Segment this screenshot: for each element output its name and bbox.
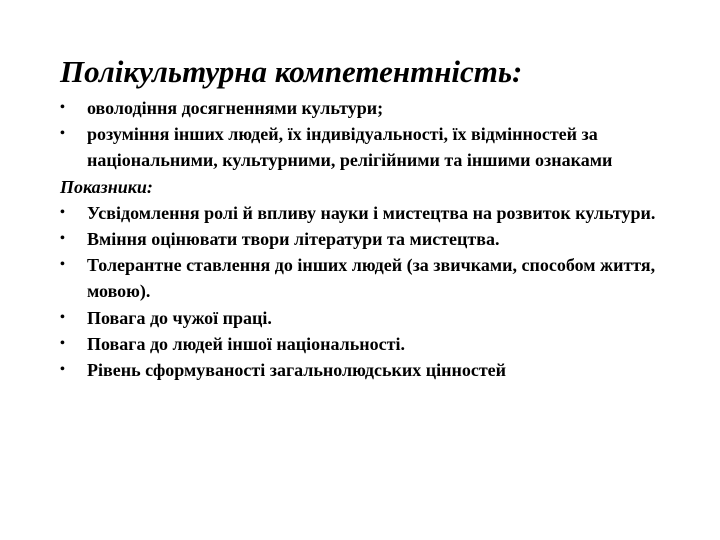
bullet-icon: • (60, 231, 65, 247)
list-item (60, 252, 680, 304)
bullet-icon: • (60, 100, 65, 115)
list-item-text: Толерантне ставлення до інших людей (за звичками, способом життя, мовою). (87, 255, 656, 302)
list-item-text: Рівень сформуваності загальнолюдських цінностей (87, 360, 507, 381)
indicators-heading: Показники: (60, 176, 153, 197)
list-item (60, 121, 680, 173)
bullet-icon: • (60, 126, 65, 142)
indicators-list (60, 200, 680, 383)
bullet-icon: • (60, 335, 65, 351)
list-item (60, 305, 680, 331)
slide-body (60, 95, 680, 383)
list-item-text: розуміння інших людей, їх індивідуальності, їх відмінностей за національними, культурними, релігійними та іншими ознаками (87, 124, 613, 171)
list-item-text: Вміння оцінювати твори літератури та мистецтва. (87, 229, 500, 250)
list-item (60, 200, 680, 226)
list-item-text: оволодіння досягненнями культури; (87, 98, 384, 118)
list-item-text: Повага до людей іншої національності. (87, 333, 406, 354)
list-item-text: Повага до чужої праці. (87, 307, 272, 328)
competence-list (60, 95, 680, 174)
list-item (60, 95, 680, 121)
list-item-text: Усвідомлення ролі й впливу науки і мистецтва на розвиток культури. (87, 202, 656, 223)
list-item (60, 331, 680, 357)
list-item (60, 357, 680, 383)
bullet-icon: • (60, 362, 65, 378)
bullet-icon: • (60, 257, 65, 273)
bullet-icon: • (60, 309, 65, 325)
list-item (60, 226, 680, 252)
slide-title: Полікультурна компетентність: (60, 54, 523, 89)
bullet-icon: • (60, 204, 65, 220)
